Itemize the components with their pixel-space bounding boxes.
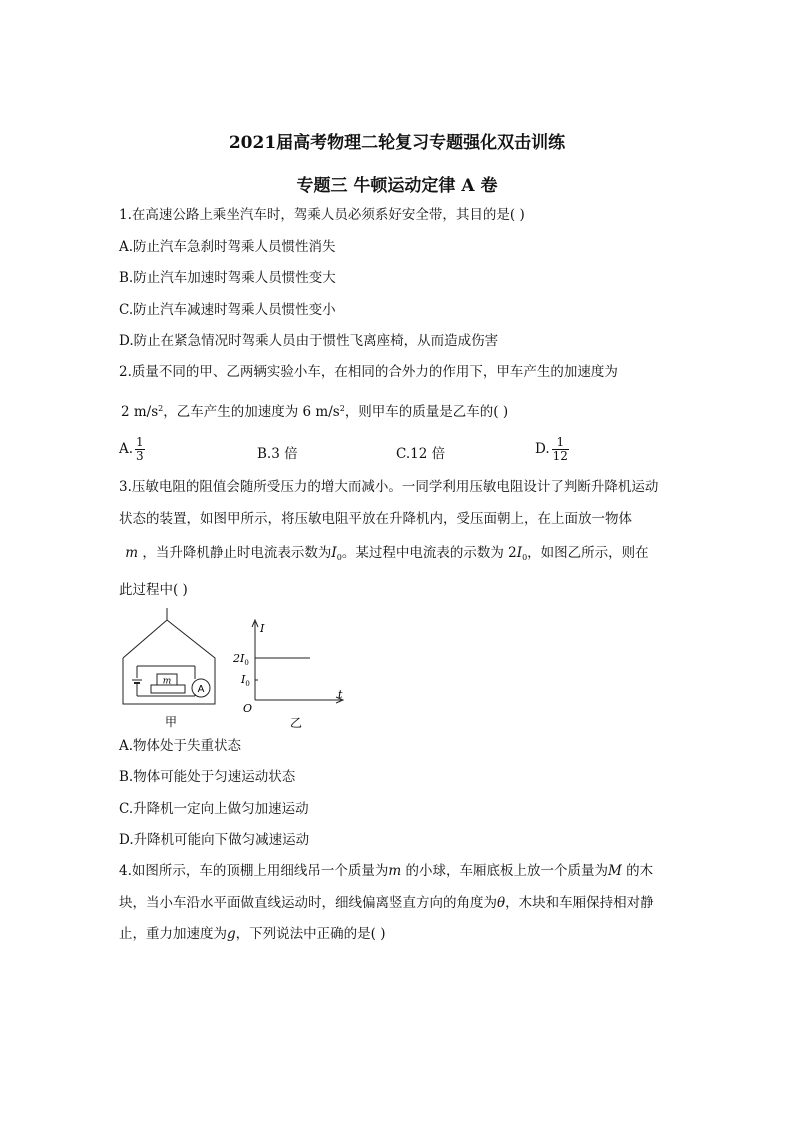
q2-sq-b: 2 [339,404,345,413]
q2-option-a-label: A. [119,441,134,457]
fraction-numerator: 1 [552,436,569,450]
q3-current-subscript-2: 0 [522,553,528,562]
q3-stem-line1: 3.压敏电阻的阻值会随所受压力的增大而减小。一同学利用压敏电阻设计了判断升降机运动 [119,479,659,495]
q2-stem-end: ，则甲车的质量是乙车的( ) [344,404,509,420]
tick-I0-main: I [241,673,246,686]
tick-I0-sub: 0 [245,680,250,688]
q3-stem-3a: ，当升降机静止时电流表示数为 [142,545,332,561]
q2-option-d [535,436,569,463]
q3-option-c: C.升降机一定向上做匀加速运动 [119,801,309,817]
fraction-numerator: 1 [136,435,144,449]
tick-label-2I0 [232,652,249,667]
tick-label-I0 [240,673,250,688]
tick-2I0-main: 2I [233,652,245,665]
q3-stem-3c: ，如图乙所示，则在 [527,545,649,561]
q4-stem-line3 [119,925,385,943]
mass-block-label: m [162,676,172,687]
q4-stem-3b: ，下列说法中正确的是( ) [235,926,386,942]
q3-current-subscript: 0 [336,553,342,562]
ammeter-label: A [197,684,205,695]
figure-jia [115,608,227,736]
q1-option-a: A.防止汽车急刹时驾乘人员惯性消失 [119,239,336,255]
q2-option-d-fraction [552,436,569,463]
figure-jia-caption: 甲 [164,715,178,729]
q4-angle-theta: θ [497,895,506,911]
q2-accel-b: ，乙车产生的加速度为 6 m/s [163,404,340,420]
q1-option-c: C.防止汽车减速时驾乘人员惯性变小 [119,302,336,318]
fraction-denominator: 3 [136,449,144,463]
q2-option-c: C.12 倍 [396,446,446,462]
q4-stem-1a: 4.如图所示，车的顶棚上用细线吊一个质量为 [119,863,389,879]
q1-stem: 1.在高速公路上乘坐汽车时，驾乘人员必须系好安全带，其目的是( ) [119,207,525,223]
q2-option-b: B.3 倍 [257,446,298,462]
fraction-denominator: 12 [552,449,568,463]
q3-stem-line3 [121,544,649,567]
q1-option-d: D.防止在紧急情况时驾乘人员由于惯性飞离座椅，从而造成伤害 [119,333,499,349]
q3-stem-line4: 此过程中( ) [119,582,188,598]
q4-stem-1b: 的小球，车厢底板上放一个质量为 [401,863,608,879]
q4-stem-2b: ，木块和车厢保持相对静 [505,895,654,911]
q2-sq-a: 2 [158,404,164,413]
origin-label: O [243,702,253,715]
q3-current-symbol-2: I [516,545,523,561]
document-title: 2021届高考物理二轮复习专题强化双击训练 [228,133,566,153]
q4-stem-2a: 块，当小车沿水平面做直线运动时，细线偏离竖直方向的角度为 [119,895,497,911]
q3-option-d: D.升降机可能向下做匀减速运动 [119,832,310,848]
q3-stem-3b: 。某过程中电流表的示数为 2 [341,545,517,561]
figure-yi [230,616,352,736]
q4-gravity-g: g [227,926,236,942]
q3-mass-symbol: m [125,545,139,561]
q4-mass-m: m [388,863,402,879]
figure-yi-caption: 乙 [289,716,303,730]
q4-stem-line2 [119,894,654,912]
q2-option-a [119,436,145,463]
document-subtitle: 专题三 牛顿运动定律 A 卷 [296,176,498,196]
q3-current-symbol: I [331,545,337,561]
q2-stem-line2 [121,400,508,421]
q2-accel-a: 2 m/s [121,404,159,420]
q2-option-a-fraction [135,436,145,463]
q2-stem-line1: 2.质量不同的甲、乙两辆实验小车，在相同的合外力的作用下，甲车产生的加速度为 [119,364,618,380]
q3-stem-line2: 状态的装置，如图甲所示，将压敏电阻平放在升降机内，受压面朝上，在上面放一物体 [119,511,632,527]
q1-option-b: B.防止汽车加速时驾乘人员惯性变大 [119,270,336,286]
x-axis-label: t [338,688,343,701]
q2-option-d-label: D. [535,441,550,457]
y-axis-label: I [260,622,265,635]
q3-option-b: B.物体可能处于匀速运动状态 [119,769,296,785]
q4-stem-1c: 的木 [621,863,654,879]
q4-stem-line1 [119,862,653,880]
q4-mass-M: M [608,863,622,879]
tick-2I0-sub: 0 [244,659,249,667]
q4-stem-3a: 止，重力加速度为 [119,926,227,942]
q3-option-a: A.物体处于失重状态 [119,738,242,754]
